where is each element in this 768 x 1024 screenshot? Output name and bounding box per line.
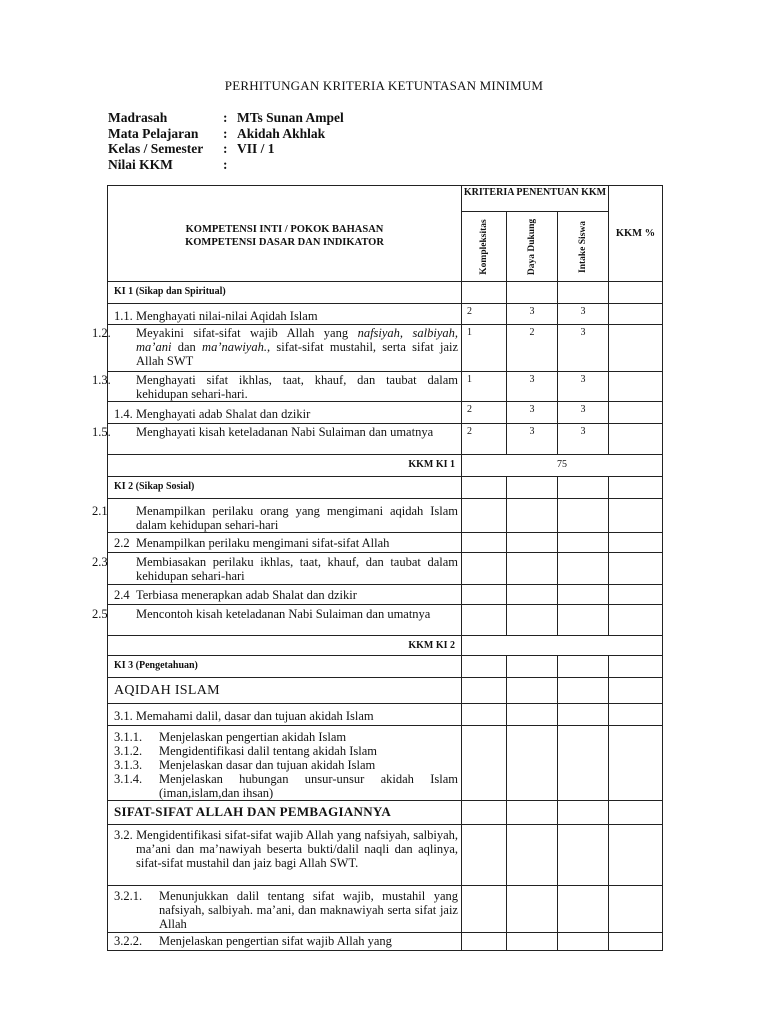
indicator-number: 3.1.3.: [114, 758, 143, 772]
indicator-number: 3.1.2.: [114, 744, 143, 758]
daya-dukung-value: 3: [507, 372, 558, 402]
kd-text: Meyakini sifat-sifat wajib Allah yang: [136, 326, 349, 340]
header-line-1: KOMPETENSI INTI / POKOK BAHASAN: [185, 223, 384, 235]
kd-text: dan: [177, 340, 196, 354]
indicator-list-3-1: [108, 726, 462, 801]
header-line-2: KOMPETENSI DASAR DAN INDIKATOR: [185, 236, 384, 248]
kd-number: 1.3.: [92, 373, 111, 387]
kd-number: 1.2.: [92, 326, 111, 340]
meta-value: MTs Sunan Ampel: [237, 110, 344, 125]
kompleksitas-value: 1: [462, 325, 507, 372]
table-row: [108, 726, 663, 801]
kd-number: 2.4: [114, 588, 130, 602]
meta-value: Akidah Akhlak: [237, 126, 326, 141]
meta-label: Mata Pelajaran: [108, 126, 199, 141]
kompleksitas-value: 1: [462, 372, 507, 402]
kd-text-italic: ma’nawiyah.: [202, 340, 267, 354]
table-row: [108, 553, 663, 585]
ki2-title: KI 2 (Sikap Sosial): [108, 477, 462, 499]
header-kompleksitas: Kompleksitas: [479, 218, 489, 275]
table-row: [108, 933, 663, 951]
header-daya-dukung: Daya Dukung: [527, 218, 537, 275]
indicator-list-3-2: [108, 886, 462, 933]
indicator: [114, 744, 458, 758]
section-aqidah-islam: AQIDAH ISLAM: [108, 678, 462, 704]
kd-text: Membiasakan perilaku ikhlas, taat, khauf, dan taubat dalam kehidupan sehari-hari: [136, 555, 458, 583]
section-row: [108, 801, 663, 825]
indicator-list-3-2-cont: [108, 933, 462, 951]
kd-3-2: 3.2. Mengidentifikasi sifat-sifat wajib Allah yang nafsiyah, salbiyah, ma’ani dan ma’nawiyah beserta bukti/dalil naqli dan aqlinya, sifat-sifat mustahil dan jaiz bagi Allah SWT.: [108, 825, 462, 886]
intake-value: 3: [558, 325, 609, 372]
kd-text-italic: nafsiyah, salbiyah, ma’ani: [136, 326, 459, 354]
table-row: [108, 704, 663, 726]
daya-dukung-value: 3: [507, 424, 558, 455]
kd-text: Menampilkan perilaku orang yang mengimani aqidah Islam dalam kehidupan sehari-hari: [136, 504, 458, 532]
ki2-title-row: [108, 477, 663, 499]
table-row: [108, 304, 663, 325]
kd-text: Menghayati sifat ikhlas, taat, khauf, dan taubat dalam kehidupan sehari-hari.: [136, 373, 458, 401]
intake-value: 3: [558, 424, 609, 455]
ki2-kkm-label: KKM KI 2: [108, 636, 462, 656]
header-kkm-percent: KKM %: [609, 186, 663, 282]
table-row: [108, 372, 663, 402]
ki3-title: KI 3 (Pengetahuan): [108, 656, 462, 678]
indicator: [114, 934, 458, 948]
indicator: [114, 730, 458, 744]
kd-text: Menghayati nilai-nilai Aqidah Islam: [136, 309, 318, 323]
header-kompleksitas-cell: [462, 212, 507, 282]
document-title: PERHITUNGAN KRITERIA KETUNTASAN MINIMUM: [224, 78, 544, 93]
meta-colon: :: [223, 126, 228, 141]
kd-number: 1.1.: [114, 309, 133, 323]
kd-number: 2.3: [92, 555, 108, 569]
kd-number: 2.1: [92, 504, 108, 518]
table-row: [108, 402, 663, 424]
section-sifat-allah: SIFAT-SIFAT ALLAH DAN PEMBAGIANNYA: [108, 801, 462, 825]
kd-number: 2.5: [92, 607, 108, 621]
ki3-title-row: [108, 656, 663, 678]
intake-value: 3: [558, 304, 609, 325]
meta-label: Nilai KKM: [108, 157, 173, 172]
header-intake-cell: [558, 212, 609, 282]
indicator-number: 3.1.4.: [114, 772, 143, 786]
meta-value: VII / 1: [237, 141, 275, 156]
kd-number: 1.5.: [92, 425, 111, 439]
indicator-text: Menjelaskan pengertian sifat wajib Allah yang: [159, 934, 392, 948]
kompleksitas-value: 2: [462, 402, 507, 424]
ki1-kkm-label: KKM KI 1: [108, 455, 462, 477]
kd-number: 1.4.: [114, 407, 133, 421]
kompleksitas-value: 2: [462, 304, 507, 325]
indicator-text: Menunjukkan dalil tentang sifat wajib, mustahil yang nafsiyah, salbiyah. ma’ani, dan maknawiyah serta sifat jaiz Allah: [159, 889, 458, 931]
table-row: [108, 499, 663, 533]
indicator-text: Menjelaskan pengertian akidah Islam: [159, 730, 347, 744]
kompleksitas-value: 2: [462, 424, 507, 455]
meta-label: Kelas / Semester: [108, 141, 204, 156]
daya-dukung-value: 3: [507, 402, 558, 424]
meta-colon: :: [223, 110, 228, 125]
table-row: [108, 585, 663, 605]
meta-label: Madrasah: [108, 110, 168, 125]
ki1-title-row: [108, 282, 663, 304]
table-row: [108, 325, 663, 372]
indicator-number: 3.2.1.: [114, 889, 143, 903]
indicator: [114, 889, 458, 931]
intake-value: 3: [558, 402, 609, 424]
ki2-kkm-value: [462, 636, 663, 656]
header-kompetensi: [108, 186, 462, 282]
kd-text: Menampilkan perilaku mengimani sifat-sifat Allah: [136, 536, 390, 550]
kd-number: 2.2: [114, 536, 130, 550]
kd-3-1: 3.1. Memahami dalil, dasar dan tujuan akidah Islam: [108, 704, 462, 726]
daya-dukung-value: 3: [507, 304, 558, 325]
table-row: [108, 424, 663, 455]
header-intake-siswa: Intake Siswa: [578, 220, 588, 273]
indicator: [114, 772, 458, 800]
kd-text: Mencontoh kisah keteladanan Nabi Sulaiman dan umatnya: [136, 607, 431, 621]
kd-text: , sifat-sifat mustahil, serta sifat jaiz Allah SWT: [136, 340, 459, 368]
header-daya-dukung-cell: [507, 212, 558, 282]
ki2-kkm-row: [108, 636, 663, 656]
intake-value: 3: [558, 372, 609, 402]
indicator-number: 3.1.1.: [114, 730, 143, 744]
ki1-kkm-value: 75: [462, 455, 663, 477]
kd-text: Menghayati kisah keteladanan Nabi Sulaiman dan umatnya: [136, 425, 434, 439]
meta-colon: :: [223, 141, 228, 156]
table-row: [108, 533, 663, 553]
section-row: [108, 678, 663, 704]
table-row: [108, 825, 663, 886]
indicator: [114, 758, 458, 772]
indicator-text: Menjelaskan hubungan unsur-unsur akidah Islam (iman,islam,dan ihsan): [159, 772, 458, 800]
indicator-text: Mengidentifikasi dalil tentang akidah Islam: [159, 744, 377, 758]
indicator-number: 3.2.2.: [114, 934, 143, 948]
kd-text: Terbiasa menerapkan adab Shalat dan dzikir: [136, 588, 357, 602]
kkm-table: [92, 185, 663, 951]
table-row: [108, 886, 663, 933]
ki1-kkm-row: [108, 455, 663, 477]
ki1-title: KI 1 (Sikap dan Spiritual): [108, 282, 462, 304]
meta-colon: :: [223, 157, 228, 172]
table-row: [108, 605, 663, 636]
daya-dukung-value: 2: [507, 325, 558, 372]
kd-text: Menghayati adab Shalat dan dzikir: [136, 407, 311, 421]
header-kriteria: KRITERIA PENENTUAN KKM: [462, 186, 609, 212]
indicator-text: Menjelaskan dasar dan tujuan akidah Islam: [159, 758, 376, 772]
